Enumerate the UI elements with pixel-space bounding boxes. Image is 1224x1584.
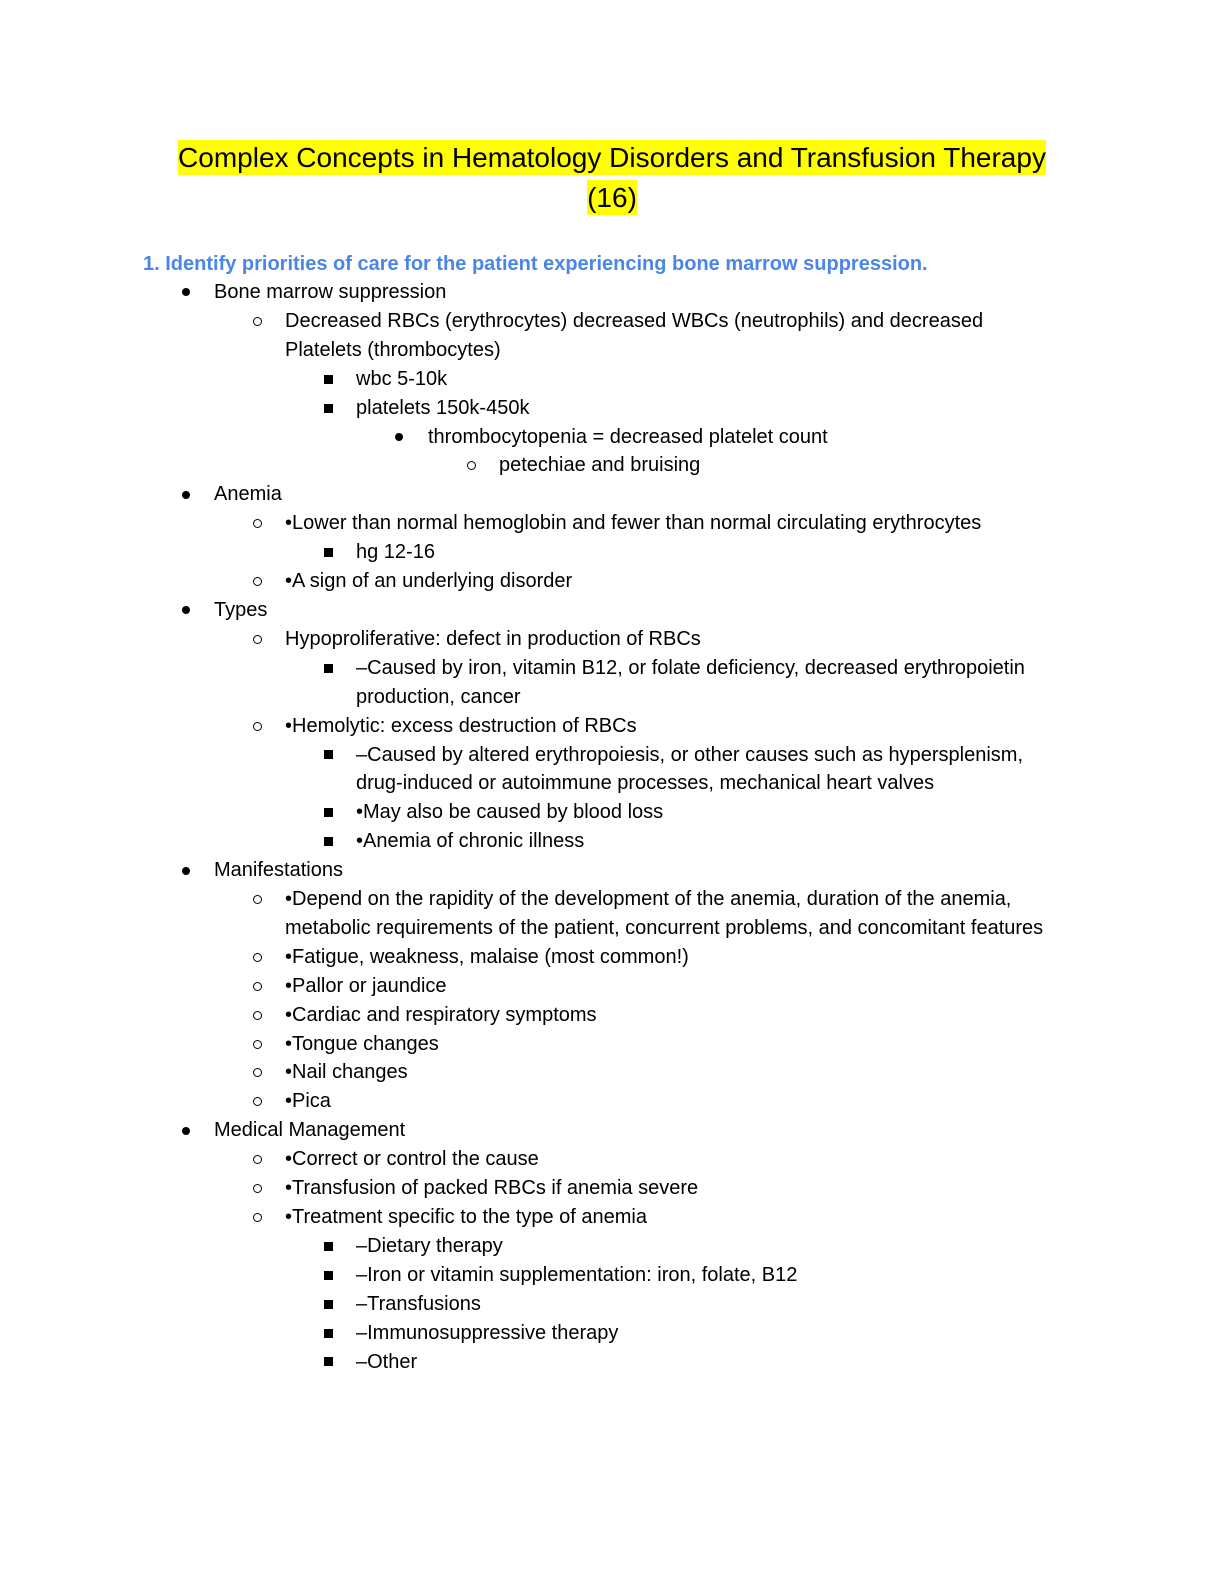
list-item-text: •Fatigue, weakness, malaise (most common!) — [285, 945, 689, 968]
list-item — [0, 1001, 1055, 1030]
list-item-text: Types — [214, 598, 268, 621]
bullet-circle-icon — [249, 1030, 265, 1059]
list-item — [0, 1145, 1055, 1174]
list-item — [0, 856, 1054, 885]
bullet-square-icon — [320, 741, 336, 770]
list-item — [0, 1348, 1046, 1377]
list-item — [0, 394, 1046, 423]
list-item — [0, 885, 1055, 943]
document-title — [120, 138, 1104, 218]
bullet-disc-icon — [178, 278, 194, 307]
list-item — [0, 712, 1055, 741]
list-item-text: thrombocytopenia = decreased platelet count — [428, 425, 828, 448]
list-item-text: Decreased RBCs (erythrocytes) decreased WBCs (neutrophils) and decreased Platelets (thrombocytes) — [285, 309, 984, 361]
bullet-circle-icon — [249, 307, 265, 336]
list-item-text: Manifestations — [214, 859, 343, 882]
list-item — [0, 827, 1046, 856]
bullet-circle-icon — [249, 567, 265, 596]
list-item — [0, 1203, 1055, 1232]
list-item-text: –Transfusions — [356, 1292, 481, 1315]
list-item-text: •Lower than normal hemoglobin and fewer than normal circulating erythrocytes — [285, 512, 982, 535]
bullet-circle-icon — [249, 972, 265, 1001]
bullet-disc-icon — [178, 1116, 194, 1145]
list-item — [0, 1058, 1055, 1087]
list-item-text: –Caused by altered erythropoiesis, or other causes such as hypersplenism, drug-induced or autoimmune processes, mechanical heart valves — [356, 743, 1024, 795]
list-item — [0, 1174, 1055, 1203]
list-item-text: •May also be caused by blood loss — [356, 801, 664, 824]
list-item-text: platelets 150k-450k — [356, 396, 530, 419]
bullet-circle-icon — [249, 943, 265, 972]
list-item — [0, 307, 1055, 365]
list-item — [0, 1261, 1046, 1290]
bullet-square-icon — [320, 365, 336, 394]
list-item — [0, 1232, 1046, 1261]
bullet-circle-icon — [249, 625, 265, 654]
bullet-square-icon — [320, 1261, 336, 1290]
list-item — [0, 741, 1046, 799]
list-item-text: •Pica — [285, 1090, 331, 1113]
bullet-circle-icon — [249, 885, 265, 914]
list-item — [0, 365, 1046, 394]
list-item-text: –Dietary therapy — [356, 1234, 503, 1257]
outline-list — [0, 278, 1224, 1376]
list-item-text: Bone marrow suppression — [214, 281, 447, 303]
bullet-circle-icon — [249, 1058, 265, 1087]
list-item — [0, 538, 1046, 567]
list-item — [0, 480, 1054, 509]
list-item-text: •Tongue changes — [285, 1032, 439, 1055]
list-item-text: •Cardiac and respiratory symptoms — [285, 1003, 597, 1026]
list-item — [0, 278, 1054, 307]
bullet-disc-icon — [178, 480, 194, 509]
title-line-2: (16) — [587, 182, 637, 213]
bullet-square-icon — [320, 1348, 336, 1377]
list-item-text: –Iron or vitamin supplementation: iron, folate, B12 — [356, 1263, 798, 1286]
list-item-text: Hypoproliferative: defect in production of RBCs — [285, 627, 701, 650]
bullet-circle-icon — [249, 712, 265, 741]
list-item — [0, 509, 1055, 538]
bullet-disc-icon — [178, 856, 194, 885]
list-item-text: hg 12-16 — [356, 541, 435, 564]
list-item — [0, 1087, 1055, 1116]
list-item-text: wbc 5-10k — [356, 367, 448, 390]
list-item — [0, 567, 1055, 596]
list-item — [0, 1319, 1046, 1348]
list-item-text: •A sign of an underlying disorder — [285, 570, 573, 593]
list-item — [0, 1030, 1055, 1059]
list-item — [0, 451, 1059, 480]
list-item — [0, 625, 1055, 654]
list-item-text: •Correct or control the cause — [285, 1148, 539, 1171]
list-item — [0, 423, 1048, 452]
bullet-square-icon — [320, 1290, 336, 1319]
title-line-1: Complex Concepts in Hematology Disorders and Transfusion Therapy — [178, 142, 1046, 173]
bullet-square-icon — [320, 538, 336, 567]
bullet-square-icon — [320, 827, 336, 856]
bullet-disc-icon — [178, 596, 194, 625]
list-item-text: •Treatment specific to the type of anemia — [285, 1206, 647, 1228]
list-item — [0, 943, 1055, 972]
list-item-text: Medical Management — [214, 1119, 406, 1142]
list-item-text: •Depend on the rapidity of the development of the anemia, duration of the anemia, metabolic requirements of the patient, concurrent problems, and concomitant features — [285, 888, 1044, 939]
list-item-text: petechiae and bruising — [499, 454, 701, 477]
section-heading: 1. Identify priorities of care for the patient experiencing bone marrow suppression. — [143, 253, 928, 275]
list-item-text: •Transfusion of packed RBCs if anemia severe — [285, 1177, 699, 1200]
bullet-square-icon — [320, 1232, 336, 1261]
list-item-text: •Pallor or jaundice — [285, 974, 447, 997]
bullet-circle-icon — [249, 1203, 265, 1232]
list-item-text: –Immunosuppressive therapy — [356, 1321, 619, 1344]
list-item — [0, 1116, 1054, 1145]
bullet-circle-icon — [463, 451, 479, 480]
list-item-text: Anemia — [214, 483, 282, 506]
bullet-square-icon — [320, 1319, 336, 1348]
bullet-circle-icon — [249, 509, 265, 538]
bullet-circle-icon — [249, 1145, 265, 1174]
list-item-text: •Hemolytic: excess destruction of RBCs — [285, 714, 637, 737]
list-item-text: •Nail changes — [285, 1061, 408, 1084]
bullet-disc-icon — [391, 423, 407, 452]
list-item — [0, 1290, 1046, 1319]
bullet-circle-icon — [249, 1174, 265, 1203]
bullet-square-icon — [320, 798, 336, 827]
list-item — [0, 798, 1046, 827]
list-item-text: –Caused by iron, vitamin B12, or folate deficiency, decreased erythropoietin production, cancer — [356, 656, 1025, 708]
bullet-circle-icon — [249, 1001, 265, 1030]
bullet-circle-icon — [249, 1087, 265, 1116]
bullet-square-icon — [320, 654, 336, 683]
bullet-square-icon — [320, 394, 336, 423]
list-item — [0, 596, 1054, 625]
list-item — [0, 972, 1055, 1001]
list-item-text: –Other — [356, 1350, 418, 1373]
list-item-text: •Anemia of chronic illness — [356, 830, 585, 853]
list-item — [0, 654, 1046, 712]
